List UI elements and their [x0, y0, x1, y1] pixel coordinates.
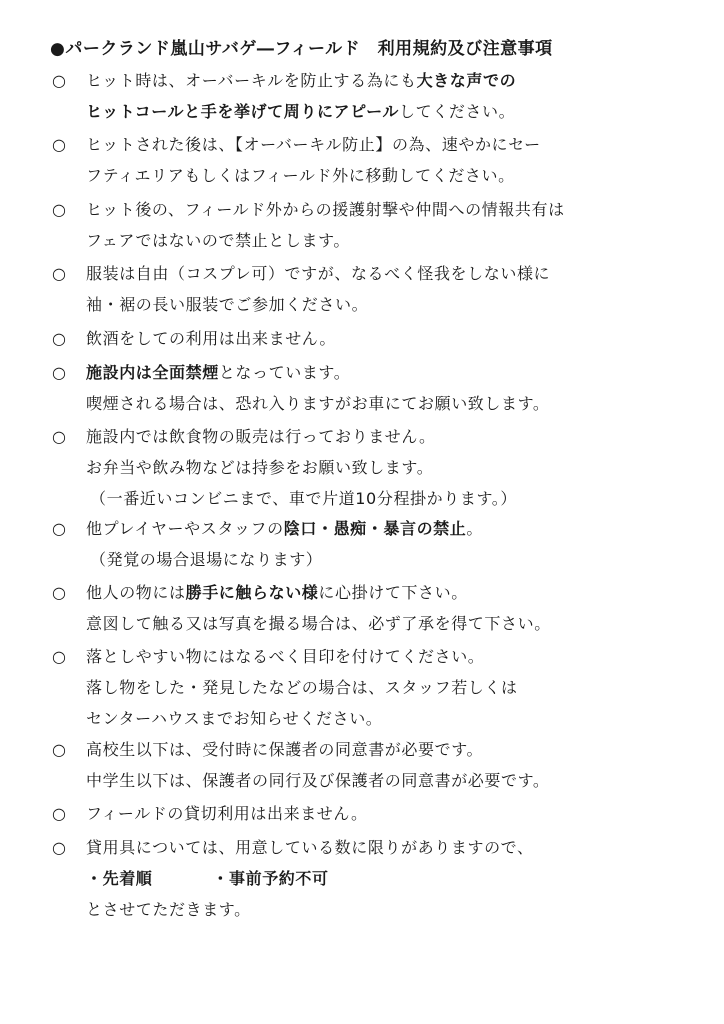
rule-line: （発覚の場合退場になります）: [90, 550, 323, 569]
circle-bullet-icon: ○: [52, 583, 66, 602]
rule-line: 飲酒をしての利用は出来ません。: [86, 329, 336, 348]
rule-emphasis: 勝手に触らない様: [185, 583, 319, 602]
rule-line: 喫煙される場合は、恐れ入りますがお車にてお願い致します。: [86, 394, 550, 413]
rule-line: 他プレイヤーやスタッフの陰口・愚痴・暴言の禁止。: [86, 519, 483, 538]
rule-line: ヒットされた後は、【オーバーキル防止】の為、速やかにセー: [86, 135, 541, 154]
rule-line: 落としやすい物にはなるべく目印を付けてください。: [86, 647, 485, 666]
rule-line: （一番近いコンビニまで、車で片道10分程掛かります。）: [90, 489, 517, 508]
circle-bullet-icon: ○: [52, 838, 66, 857]
circle-bullet-icon: ○: [52, 519, 66, 538]
circle-bullet-icon: ○: [52, 363, 66, 382]
circle-bullet-icon: ○: [52, 200, 66, 219]
rule-line: 施設内は全面禁煙となっています。: [86, 363, 351, 382]
rule-line: ヒットコールと手を挙げて周りにアピールしてください。: [86, 102, 516, 121]
rule-line: 服装は自由（コスプレ可）ですが、なるべく怪我をしない様に: [86, 264, 551, 283]
circle-bullet-icon: ○: [52, 71, 66, 90]
circle-bullet-icon: ○: [52, 647, 66, 666]
circle-bullet-icon: ○: [52, 264, 66, 283]
rule-line: 袖・裾の長い服装でご参加ください。: [86, 295, 369, 314]
rule-line: 高校生以下は、受付時に保護者の同意書が必要です。: [86, 740, 484, 759]
rule-line: フティエリアもしくはフィールド外に移動してください。: [86, 166, 515, 185]
circle-bullet-icon: ○: [52, 329, 66, 348]
rule-line: 落し物をした・発見したなどの場合は、スタッフ若しくは: [86, 678, 518, 697]
rule-line: センターハウスまでお知らせください。: [86, 709, 383, 728]
rule-line: 他人の物には勝手に触らない様に心掛けて下さい。: [86, 583, 468, 602]
rule-line: 貸用具については、用意している数に限りがありますので、: [86, 838, 534, 857]
rule-line: [86, 864, 329, 894]
rule-emphasis: 大きな声での: [416, 71, 517, 90]
rule-line: 意図して触る又は写真を撮る場合は、必ず了承を得て下さい。: [86, 614, 551, 633]
circle-bullet-icon: ○: [52, 740, 66, 759]
rule-emphasis: ・先着順: [86, 869, 153, 888]
circle-bullet-icon: ○: [52, 804, 66, 823]
rule-line: 施設内では飲食物の販売は行っておりません。: [86, 427, 436, 446]
rule-emphasis: 施設内は全面禁煙: [86, 363, 219, 382]
rule-line: フィールドの貸切利用は出来ません。: [86, 804, 368, 823]
rule-emphasis: ヒットコールと手を挙げて周りにアピール: [86, 102, 400, 121]
circle-bullet-icon: ○: [52, 135, 66, 154]
page-title: ●パークランド嵐山サバゲ―フィールド 利用規約及び注意事項: [50, 39, 553, 59]
rule-line: お弁当や飲み物などは持参をお願い致します。: [86, 458, 434, 477]
rule-line: 中学生以下は、保護者の同行及び保護者の同意書が必要です。: [86, 771, 550, 790]
rule-line: ヒット後の、フィールド外からの援護射撃や仲間への情報共有は: [86, 200, 565, 219]
rule-line: ヒット時は、オーバーキルを防止する為にも大きな声での: [86, 71, 517, 90]
rule-line: とさせてただきます。: [86, 900, 251, 919]
rule-emphasis: ・事前予約不可: [212, 869, 329, 888]
rule-emphasis: 陰口・愚痴・暴言の禁止: [283, 519, 467, 538]
rule-line: フェアではないので禁止とします。: [86, 231, 351, 250]
circle-bullet-icon: ○: [52, 427, 66, 446]
